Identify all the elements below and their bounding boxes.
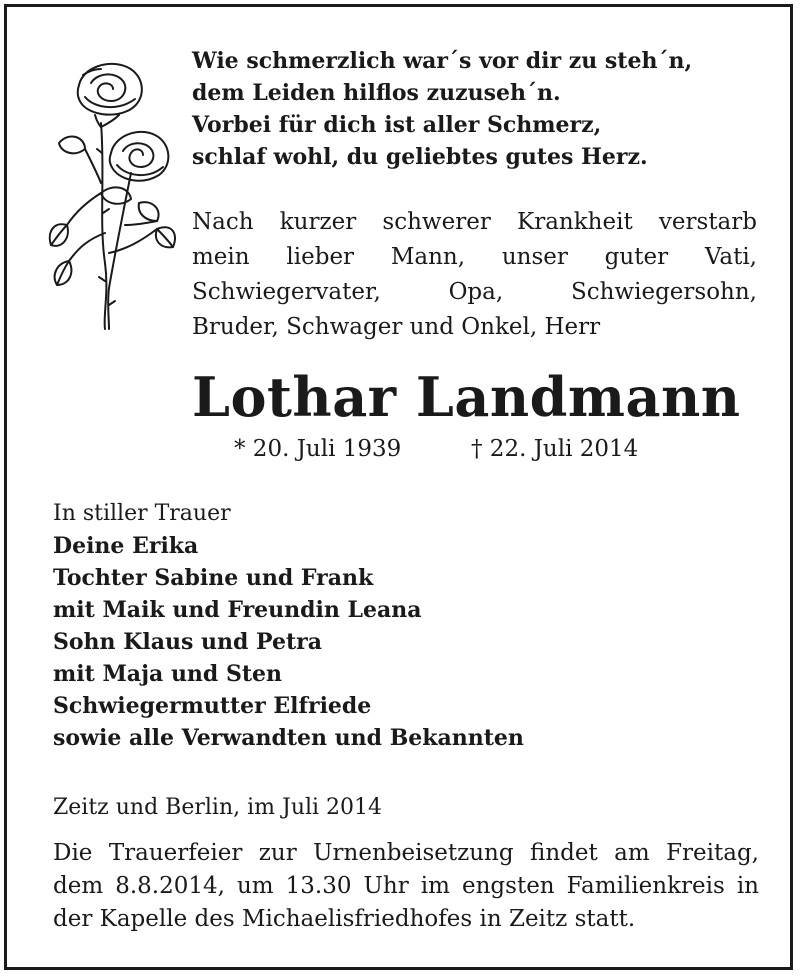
funeral-line: Die Trauerfeier zur Urnenbeisetzung findet am Freitag, — [53, 840, 759, 866]
death-date: † 22. Juli 2014 — [471, 436, 639, 462]
poem-line: schlaf wohl, du geliebtes gutes Herz. — [192, 144, 648, 170]
mourner-entry: Sohn Klaus und Petra — [53, 629, 322, 655]
mourners-heading: In stiller Trauer — [53, 501, 231, 526]
deceased-name: Lothar Landmann — [192, 365, 741, 429]
obituary-notice — [4, 4, 793, 970]
mourner-entry: Deine Erika — [53, 533, 199, 559]
funeral-line: der Kapelle des Michaelisfriedhofes in Zeitz statt. — [53, 906, 636, 932]
funeral-line: dem 8.8.2014, um 13.30 Uhr im engsten Familienkreis in — [53, 873, 759, 899]
rose-bouquet-icon — [39, 53, 179, 333]
mourner-entry: Tochter Sabine und Frank — [53, 565, 374, 591]
announcement-line: Schwiegervater, Opa, Schwiegersohn, — [192, 279, 757, 305]
birth-date: * 20. Juli 1939 — [234, 436, 402, 462]
mourner-entry: Schwiegermutter Elfriede — [53, 693, 372, 719]
poem — [192, 45, 692, 173]
poem-line: Vorbei für dich ist aller Schmerz, — [192, 112, 602, 138]
announcement-line: Bruder, Schwager und Onkel, Herr — [192, 314, 601, 340]
mourners-list — [53, 498, 524, 754]
funeral-info — [53, 837, 759, 936]
announcement-line: Nach kurzer schwerer Krankheit verstarb — [192, 209, 757, 235]
announcement-line: mein lieber Mann, unser guter Vati, — [192, 244, 757, 270]
place-date: Zeitz und Berlin, im Juli 2014 — [53, 795, 383, 820]
poem-line: Wie schmerzlich war´s vor dir zu steh´n, — [192, 48, 693, 74]
mourner-entry: mit Maja und Sten — [53, 661, 283, 687]
mourner-entry: sowie alle Verwandten und Bekannten — [53, 725, 524, 751]
announcement-text — [192, 205, 757, 345]
poem-line: dem Leiden hilflos zuzuseh´n. — [192, 80, 561, 106]
mourner-entry: mit Maik und Freundin Leana — [53, 597, 422, 623]
